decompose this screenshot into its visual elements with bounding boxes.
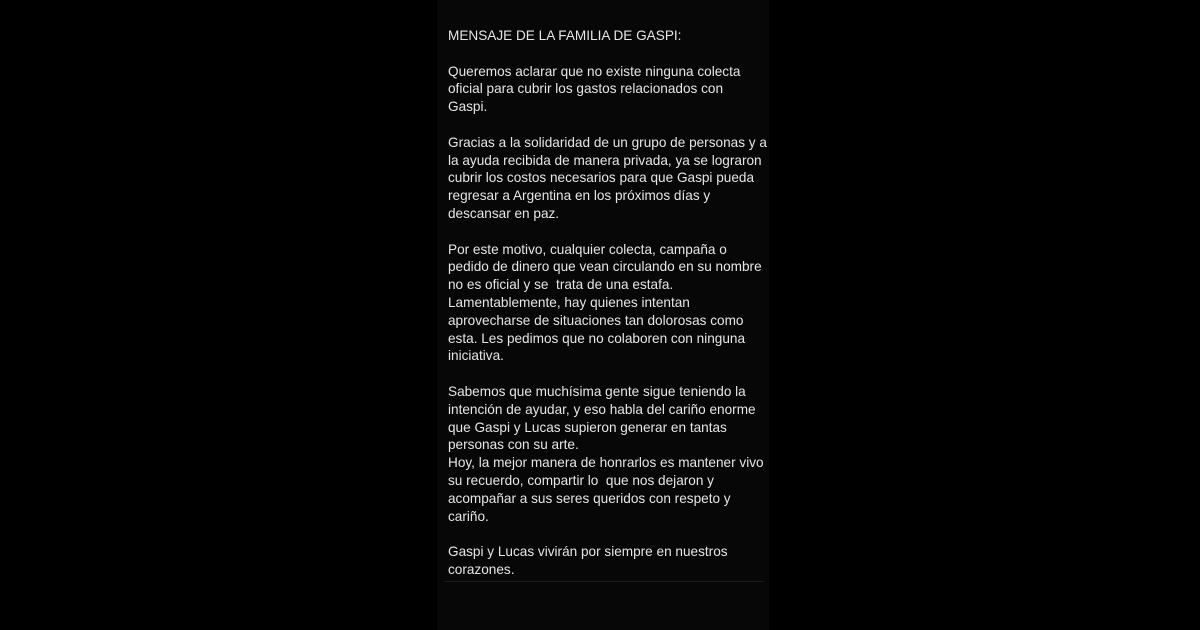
text-line: personas con su arte. <box>448 437 579 453</box>
text-line: oficial para cubrir los gastos relacionados con <box>448 81 724 97</box>
text-line: Gaspi y Lucas vivirán por siempre en nuestros <box>448 544 728 560</box>
text-line: iniciativa. <box>448 348 504 364</box>
divider <box>444 581 764 582</box>
text-line: su recuerdo, compartir lo que nos dejaron y <box>448 472 714 488</box>
text-line: pedido de dinero que vean circulando en su nombre <box>448 259 762 275</box>
paragraph-gap <box>448 365 768 383</box>
text-line: Hoy, la mejor manera de honrarlos es mantener vivo <box>448 455 764 471</box>
text-line: cariño. <box>448 508 489 524</box>
text-line: intención de ayudar, y eso habla del cariño enorme <box>448 401 756 417</box>
text-line: Queremos aclarar que no existe ninguna colecta <box>448 63 741 79</box>
paragraph-closing <box>448 543 768 579</box>
paragraph-gap <box>448 116 768 134</box>
text-line: esta. Les pedimos que no colaboren con ninguna <box>448 330 746 346</box>
paragraph-gap <box>448 45 768 63</box>
text-line: acompañar a sus seres queridos con respeto y <box>448 490 731 506</box>
text-line: descansar en paz. <box>448 205 560 221</box>
text-line: corazones. <box>448 561 515 577</box>
text-line: Gracias a la solidaridad de un grupo de personas y a <box>448 134 767 150</box>
text-line: Lamentablemente, hay quienes intentan <box>448 294 690 310</box>
paragraph-gap <box>448 223 768 241</box>
message-title: MENSAJE DE LA FAMILIA DE GASPI: <box>448 28 682 43</box>
family-message <box>448 27 768 579</box>
text-line: Por este motivo, cualquier colecta, campaña o <box>448 241 727 257</box>
text-line: la ayuda recibida de manera privada, ya se lograron <box>448 152 762 168</box>
text-line: Sabemos que muchísima gente sigue teniendo la <box>448 383 746 399</box>
text-line: regresar a Argentina en los próximos días y <box>448 188 711 204</box>
text-line: aprovecharse de situaciones tan dolorosas como <box>448 312 744 328</box>
paragraph-gap <box>448 525 768 543</box>
paragraph-no-official-collection <box>448 63 768 116</box>
paragraph-scam-warning <box>448 241 768 366</box>
paragraph-costs-covered <box>448 134 768 223</box>
text-line: Gaspi. <box>448 99 488 115</box>
text-line: que Gaspi y Lucas supieron generar en tantas <box>448 419 727 435</box>
text-line: cubrir los costos necesarios para que Gaspi pueda <box>448 170 755 186</box>
text-line: no es oficial y se trata de una estafa. <box>448 277 674 293</box>
paragraph-honor-memory <box>448 383 768 525</box>
